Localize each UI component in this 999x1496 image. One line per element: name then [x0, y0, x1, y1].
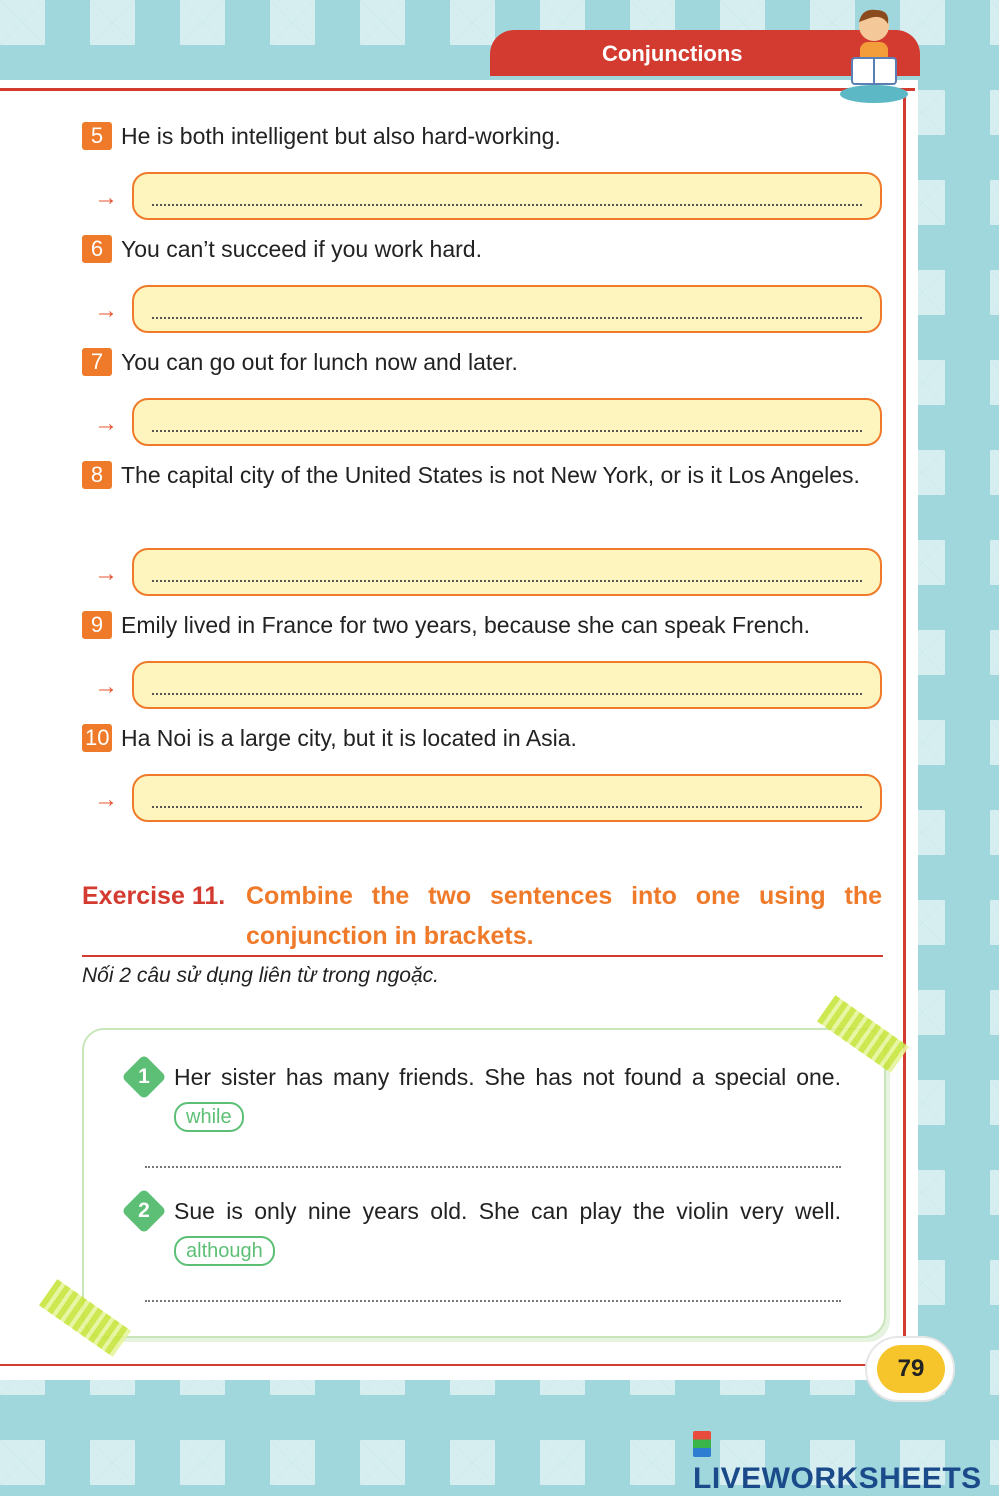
item-number: 9: [82, 611, 112, 639]
arrow-icon: →: [94, 410, 118, 437]
item-sentence: He is both intelligent but also hard-working.: [121, 123, 561, 149]
answer-line[interactable]: [145, 1166, 841, 1168]
arrow-icon: →: [94, 673, 118, 700]
exercise-subtitle: Nối 2 câu sử dụng liên từ trong ngoặc.: [82, 964, 439, 987]
answer-field[interactable]: [132, 398, 882, 446]
arrow-icon: →: [94, 560, 118, 587]
conjunction-hint: although: [174, 1236, 275, 1266]
item-sentence: You can’t succeed if you work hard.: [121, 236, 482, 262]
reading-boy-mascot-icon: [838, 2, 910, 104]
question-number-badge: 2: [121, 1188, 166, 1233]
answer-field[interactable]: [132, 285, 882, 333]
watermark: LIVEWORKSHEETS: [693, 1428, 999, 1496]
item-sentence: You can go out for lunch now and later.: [121, 349, 518, 375]
arrow-icon: →: [94, 184, 118, 211]
exercise-instruction-cont: conjunction in brackets.: [246, 922, 534, 950]
logo-icon: [693, 1431, 711, 1457]
item-number: 6: [82, 235, 112, 263]
exercise-divider: [82, 955, 883, 957]
right-divider: [903, 88, 906, 1338]
exercise-instruction: Combine the two sentences into one using the: [246, 882, 882, 910]
answer-field[interactable]: [132, 172, 882, 220]
item-number: 8: [82, 461, 112, 489]
answer-line[interactable]: [145, 1300, 841, 1302]
exercise-label: Exercise 11.: [82, 882, 226, 910]
arrow-icon: →: [94, 786, 118, 813]
question-number-badge: 1: [121, 1054, 166, 1099]
item-number: 7: [82, 348, 112, 376]
question-text: Her sister has many friends. She has not found a special one. while: [174, 1058, 841, 1134]
conjunction-hint: while: [174, 1102, 244, 1132]
question-text: Sue is only nine years old. She can play the violin very well. although: [174, 1192, 841, 1268]
top-divider: [0, 88, 915, 91]
item-number: 10: [82, 724, 112, 752]
item-sentence: The capital city of the United States is not New York, or is it Los Angeles.: [121, 462, 860, 488]
page-number: 79: [877, 1345, 945, 1393]
arrow-icon: →: [94, 297, 118, 324]
item-number: 5: [82, 122, 112, 150]
bottom-divider: [0, 1364, 870, 1366]
item-sentence: Ha Noi is a large city, but it is located in Asia.: [121, 725, 577, 751]
section-title: Conjunctions: [602, 41, 743, 66]
answer-field[interactable]: [132, 661, 882, 709]
answer-field[interactable]: [132, 774, 882, 822]
page-number-badge: [865, 1336, 955, 1402]
item-sentence: Emily lived in France for two years, because she can speak French.: [121, 612, 811, 638]
answer-field[interactable]: [132, 548, 882, 596]
